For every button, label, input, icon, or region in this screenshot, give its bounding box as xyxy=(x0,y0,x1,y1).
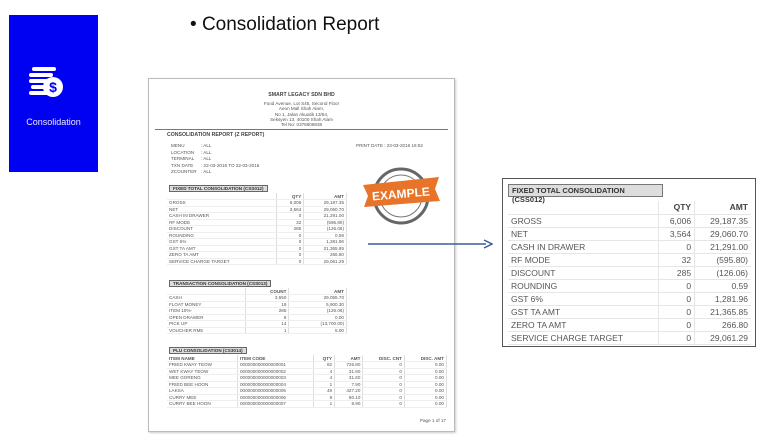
table-cell: ROUNDING xyxy=(508,279,659,292)
table-cell: GST TA AMT xyxy=(167,245,276,252)
table-cell: RF MODE xyxy=(167,219,276,226)
divider xyxy=(155,129,448,130)
table-cell: SERVICE CHARGE TARGET xyxy=(167,258,276,265)
address-line: Food Avenue, Lot S45, Second Floor xyxy=(263,100,340,106)
table-cell: 0 xyxy=(363,401,405,408)
table-cell: NET xyxy=(167,206,276,213)
table-row xyxy=(167,401,447,408)
table-row xyxy=(508,240,751,253)
table-cell: CASH xyxy=(167,295,246,302)
table-row xyxy=(508,214,751,227)
table-cell: 0 xyxy=(363,381,405,388)
meta-key: LOCATION xyxy=(171,149,195,155)
table-row xyxy=(508,331,751,344)
table-cell: 29,060.70 xyxy=(304,206,347,213)
table-row xyxy=(508,266,751,279)
column-header: AMT xyxy=(695,201,751,214)
coins-dollar-icon xyxy=(27,65,65,101)
table-cell: GROSS xyxy=(167,200,276,207)
table-cell: 0 xyxy=(363,394,405,401)
column-header: DISC. AMT xyxy=(404,355,446,362)
section-title-cell xyxy=(167,347,447,355)
table-cell: (13,700.00) xyxy=(289,321,347,328)
table-cell: 0 xyxy=(276,252,304,259)
table-cell: DISCOUNT xyxy=(508,266,659,279)
table-cell: 1 xyxy=(313,381,334,388)
column-header: QTY xyxy=(313,355,334,362)
table-cell: ZERO TA AMT xyxy=(508,318,659,331)
table-row xyxy=(508,305,751,318)
column-header: QTY xyxy=(659,201,695,214)
address-line: No 1, Jalan Akuatik 13/64, xyxy=(274,111,329,117)
section-title-cell xyxy=(167,280,347,288)
table-cell: 266.80 xyxy=(304,252,347,259)
meta-row xyxy=(171,169,259,176)
report-title: CONSOLIDATION REPORT (Z REPORT) xyxy=(167,132,265,138)
table-cell: 8.90 xyxy=(335,401,363,408)
table-cell: (595.80) xyxy=(695,253,751,266)
table-cell: 48 xyxy=(313,388,334,395)
table-cell: 285 xyxy=(276,226,304,233)
table-cell: 0 xyxy=(659,279,695,292)
table-cell: 0.00 xyxy=(404,394,446,401)
table-cell: 000000000000000001 xyxy=(237,362,313,369)
table-cell: 4 xyxy=(313,375,334,382)
table-cell: 726.80 xyxy=(335,362,363,369)
table-cell: CURRY BEE HOON xyxy=(167,401,237,408)
table-cell: 0.00 xyxy=(404,388,446,395)
table-header-row xyxy=(508,201,751,214)
slide-title-text: Consolidation Report xyxy=(201,14,380,35)
table-cell: (126.06) xyxy=(695,266,751,279)
meta-value: : ALL xyxy=(201,169,212,174)
table-cell: 21,291.00 xyxy=(304,213,347,220)
table-cell: 21,365.85 xyxy=(695,305,751,318)
consolidation-tile[interactable] xyxy=(9,15,98,172)
table-cell: 0.00 xyxy=(404,362,446,369)
company-name: SMART LEGACY SDN BHD xyxy=(268,92,335,98)
table-cell: GST TA AMT xyxy=(508,305,659,318)
section-title: PLU CONSOLIDATION (CS3014) xyxy=(169,347,247,354)
slide-title xyxy=(190,14,379,36)
table-cell: LAKSA xyxy=(167,388,237,395)
table-row xyxy=(508,227,751,240)
table-cell: 000000000000000005 xyxy=(237,388,313,395)
table-row xyxy=(167,258,347,265)
table-cell: 0 xyxy=(659,305,695,318)
bullet: • xyxy=(190,14,197,35)
zoomed-fixed-total-panel xyxy=(502,178,756,347)
section-title-row xyxy=(167,347,447,355)
table-cell: 266.80 xyxy=(695,318,751,331)
meta-key: MENU xyxy=(171,143,185,148)
section-title-row xyxy=(167,185,347,193)
table-cell: VOUCHER RM5 xyxy=(167,327,246,334)
table-cell: 31.60 xyxy=(335,375,363,382)
table-cell: 285 xyxy=(246,308,289,315)
table-cell: 0.00 xyxy=(404,381,446,388)
table-cell: 285 xyxy=(659,266,695,279)
table-row xyxy=(508,279,751,292)
table-cell: 0.59 xyxy=(304,232,347,239)
example-stamp xyxy=(361,165,441,227)
meta-key: ZCOUNTER xyxy=(171,169,197,174)
table-cell: 000000000000000003 xyxy=(237,375,313,382)
table-cell: 0 xyxy=(363,388,405,395)
table-cell: 1,281.96 xyxy=(304,239,347,246)
table-cell: 19 xyxy=(246,301,289,308)
table-cell: (126.06) xyxy=(304,226,347,233)
table-cell: MEE GORENG xyxy=(167,375,237,382)
table-cell: 6,006 xyxy=(276,200,304,207)
table-cell: 5,900.30 xyxy=(289,301,347,308)
table-cell: ROUNDING xyxy=(167,232,276,239)
table-cell: 29,187.35 xyxy=(304,200,347,207)
section-title-row xyxy=(167,280,347,288)
table-cell: 1 xyxy=(246,327,289,334)
table-cell: 000000000000000006 xyxy=(237,394,313,401)
table-cell: 0.00 xyxy=(404,401,446,408)
address-line: Tel No: 0378608838 xyxy=(280,122,323,128)
page-indicator: Page 1 of 17 xyxy=(419,418,446,423)
table-cell: CURRY MEE xyxy=(167,394,237,401)
table-cell: CASH IN DRAWER xyxy=(508,240,659,253)
tile-label: Consolidation xyxy=(26,117,81,127)
table-cell: 29,060.70 xyxy=(695,227,751,240)
table-cell: 0 xyxy=(276,245,304,252)
table-cell: 427.20 xyxy=(335,388,363,395)
table-cell: 29,055.70 xyxy=(289,295,347,302)
table-cell: GST 6% xyxy=(508,292,659,305)
fixed-total-table xyxy=(167,185,347,265)
table-cell: FRIED KWAY TEOW xyxy=(167,362,237,369)
table-cell: (595.80) xyxy=(304,219,347,226)
arrow-icon xyxy=(368,238,493,250)
table-cell: 32 xyxy=(659,253,695,266)
table-cell: 0 xyxy=(659,292,695,305)
table-cell: 5.00 xyxy=(289,327,347,334)
section-title: TRANSACTION CONSOLIDATION (CSS013) xyxy=(169,280,271,287)
meta-value: : 22-03-2016 TO 22-03-2016 xyxy=(201,162,260,168)
table-cell: 0 xyxy=(363,362,405,369)
table-cell: DISCOUNT xyxy=(167,226,276,233)
svg-text:EXAMPLE: EXAMPLE xyxy=(371,184,431,204)
meta-value: : ALL xyxy=(201,149,212,155)
table-cell: 31.60 xyxy=(335,368,363,375)
table-cell: WET KWAY TEOW xyxy=(167,368,237,375)
table-cell: 6,006 xyxy=(659,214,695,227)
table-row xyxy=(508,318,751,331)
table-cell: 0 xyxy=(363,375,405,382)
table-cell: 4 xyxy=(313,368,334,375)
table-cell: 000000000000000004 xyxy=(237,381,313,388)
column-header xyxy=(508,201,659,214)
zoomed-section-title: FIXED TOTAL CONSOLIDATION (CSS012) xyxy=(508,184,663,197)
plu-table xyxy=(167,347,447,408)
table-cell: PICK UP xyxy=(167,321,246,328)
column-header: AMT xyxy=(304,193,347,200)
table-cell: 3,550 xyxy=(246,295,289,302)
table-cell: ITEM 10%- xyxy=(167,308,246,315)
table-cell: 21,291.00 xyxy=(695,240,751,253)
table-cell: 0 xyxy=(659,318,695,331)
section-title: FIXED TOTAL CONSOLIDATION (CSS012) xyxy=(169,185,268,192)
table-cell: 0 xyxy=(276,239,304,246)
table-cell: NET xyxy=(508,227,659,240)
table-cell: 0 xyxy=(363,368,405,375)
transaction-table xyxy=(167,280,347,334)
table-cell: 1 xyxy=(313,401,334,408)
table-cell: 000000000000000007 xyxy=(237,401,313,408)
meta-key: TXN DATE xyxy=(171,162,194,168)
company-header xyxy=(149,93,454,127)
table-cell: 29,187.35 xyxy=(695,214,751,227)
column-header: DISC. CNT xyxy=(363,355,405,362)
table-cell: 9 xyxy=(313,394,334,401)
meta-value: : ALL xyxy=(201,156,212,161)
table-cell: GROSS xyxy=(508,214,659,227)
table-cell: 29,061.29 xyxy=(695,331,751,344)
table-cell: 0.00 xyxy=(404,375,446,382)
table-cell: 0.59 xyxy=(695,279,751,292)
table-row xyxy=(508,253,751,266)
meta-value: : ALL xyxy=(201,143,212,148)
table-cell: 8 xyxy=(246,314,289,321)
table-cell: 14 xyxy=(246,321,289,328)
table-cell: SERVICE CHARGE TARGET xyxy=(508,331,659,344)
report-document xyxy=(148,78,455,432)
table-row xyxy=(508,292,751,305)
table-cell: CASH IN DRAWER xyxy=(167,213,276,220)
column-header: COUNT xyxy=(246,288,289,295)
column-header: ITEM CODE xyxy=(237,355,313,362)
table-cell: 21,365.85 xyxy=(304,245,347,252)
table-cell: FRIED BEE HOON xyxy=(167,381,237,388)
table-cell: 0 xyxy=(276,213,304,220)
table-cell: OPEN DRAWER xyxy=(167,314,246,321)
table-cell: 1,281.96 xyxy=(695,292,751,305)
section-title-cell xyxy=(167,185,347,193)
address-line: Aeon Mall Shah Alam, xyxy=(278,106,325,112)
table-cell: FLOAT MONEY xyxy=(167,301,246,308)
table-cell: 3,564 xyxy=(276,206,304,213)
table-cell: 32 xyxy=(276,219,304,226)
column-header: ITEM NAME xyxy=(167,355,237,362)
table-cell: 000000000000000002 xyxy=(237,368,313,375)
table-cell: ZERO TA AMT xyxy=(167,252,276,259)
table-cell: 3,564 xyxy=(659,227,695,240)
column-header: QTY xyxy=(276,193,304,200)
table-cell: 82 xyxy=(313,362,334,369)
table-cell: 0 xyxy=(276,258,304,265)
table-cell: (126.06) xyxy=(289,308,347,315)
table-cell: 0 xyxy=(276,232,304,239)
zoomed-fixed-total-table xyxy=(508,201,751,345)
table-cell: RF MODE xyxy=(508,253,659,266)
svg-text:$: $ xyxy=(49,79,57,95)
report-meta xyxy=(171,143,259,176)
table-cell: 0 xyxy=(659,331,695,344)
address-line: Seksyen 13, 40100 Shah Alam xyxy=(270,116,333,122)
table-cell: 7.90 xyxy=(335,381,363,388)
table-cell: 29,061.29 xyxy=(304,258,347,265)
table-cell: 0 xyxy=(659,240,695,253)
meta-key: TERMINAL xyxy=(171,156,195,161)
table-row xyxy=(167,327,347,334)
table-cell: 80.10 xyxy=(335,394,363,401)
print-date: PRINT DATE : 23-03-2016 16:52 xyxy=(356,143,423,148)
column-header: AMT xyxy=(335,355,363,362)
table-cell: GST 6% xyxy=(167,239,276,246)
column-header: AMT xyxy=(289,288,347,295)
table-cell: 0.00 xyxy=(404,368,446,375)
table-cell: 0.00 xyxy=(289,314,347,321)
